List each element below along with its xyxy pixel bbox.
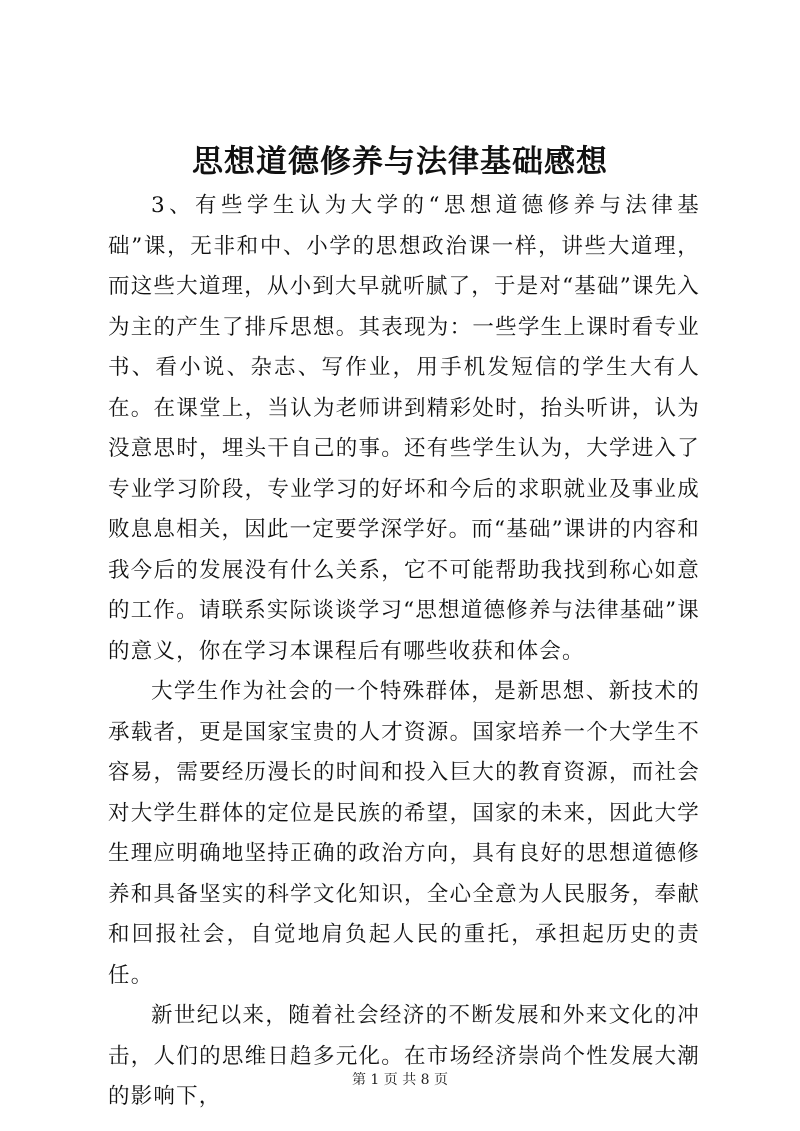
paragraph-2: 大学生作为社会的一个特殊群体，是新思想、新技术的承载者，更是国家宝贵的人才资源。国家培养一个大学生不容易，需要经历漫长的时间和投入巨大的教育资源，而社会对大学生群体的定位是民族的希望，国家的未来，因此大学生理应明确地坚持正确的政治方向，具有良好的思想道德修养和具备坚实的科学文化知识，全心全意为人民服务，奉献和回报社会，自觉地肩负起人民的重托，承担起历史的责任。: [108, 679, 700, 988]
document-title: 思想道德修养与法律基础感想: [192, 144, 608, 180]
document-body: [108, 186, 700, 1118]
page-footer: 第 1 页 共 8 页: [351, 1072, 449, 1088]
paragraph-3: 新世纪以来，随着社会经济的不断发展和外来文化的冲击，人们的思维日趋多元化。在市场经济崇尚个性发展大潮的影响下，: [108, 1003, 700, 1109]
paragraph-1: 3、有些学生认为大学的“思想道德修养与法律基础”课，无非和中、小学的思想政治课一样，讲些大道理，而这些大道理，从小到大早就听腻了，于是对“基础”课先入为主的产生了排斥思想。其表现为：一些学生上课时看专业书、看小说、杂志、写作业，用手机发短信的学生大有人在。在课堂上，当认为老师讲到精彩处时，抬头听讲，认为没意思时，埋头干自己的事。还有些学生认为，大学进入了专业学习阶段，专业学习的好坏和今后的求职就业及事业成败息息相关，因此一定要学深学好。而“基础”课讲的内容和我今后的发展没有什么关系，它不可能帮助我找到称心如意的工作。请联系实际谈谈学习“思想道德修养与法律基础”课的意义，你在学习本课程后有哪些收获和体会。: [108, 193, 700, 664]
